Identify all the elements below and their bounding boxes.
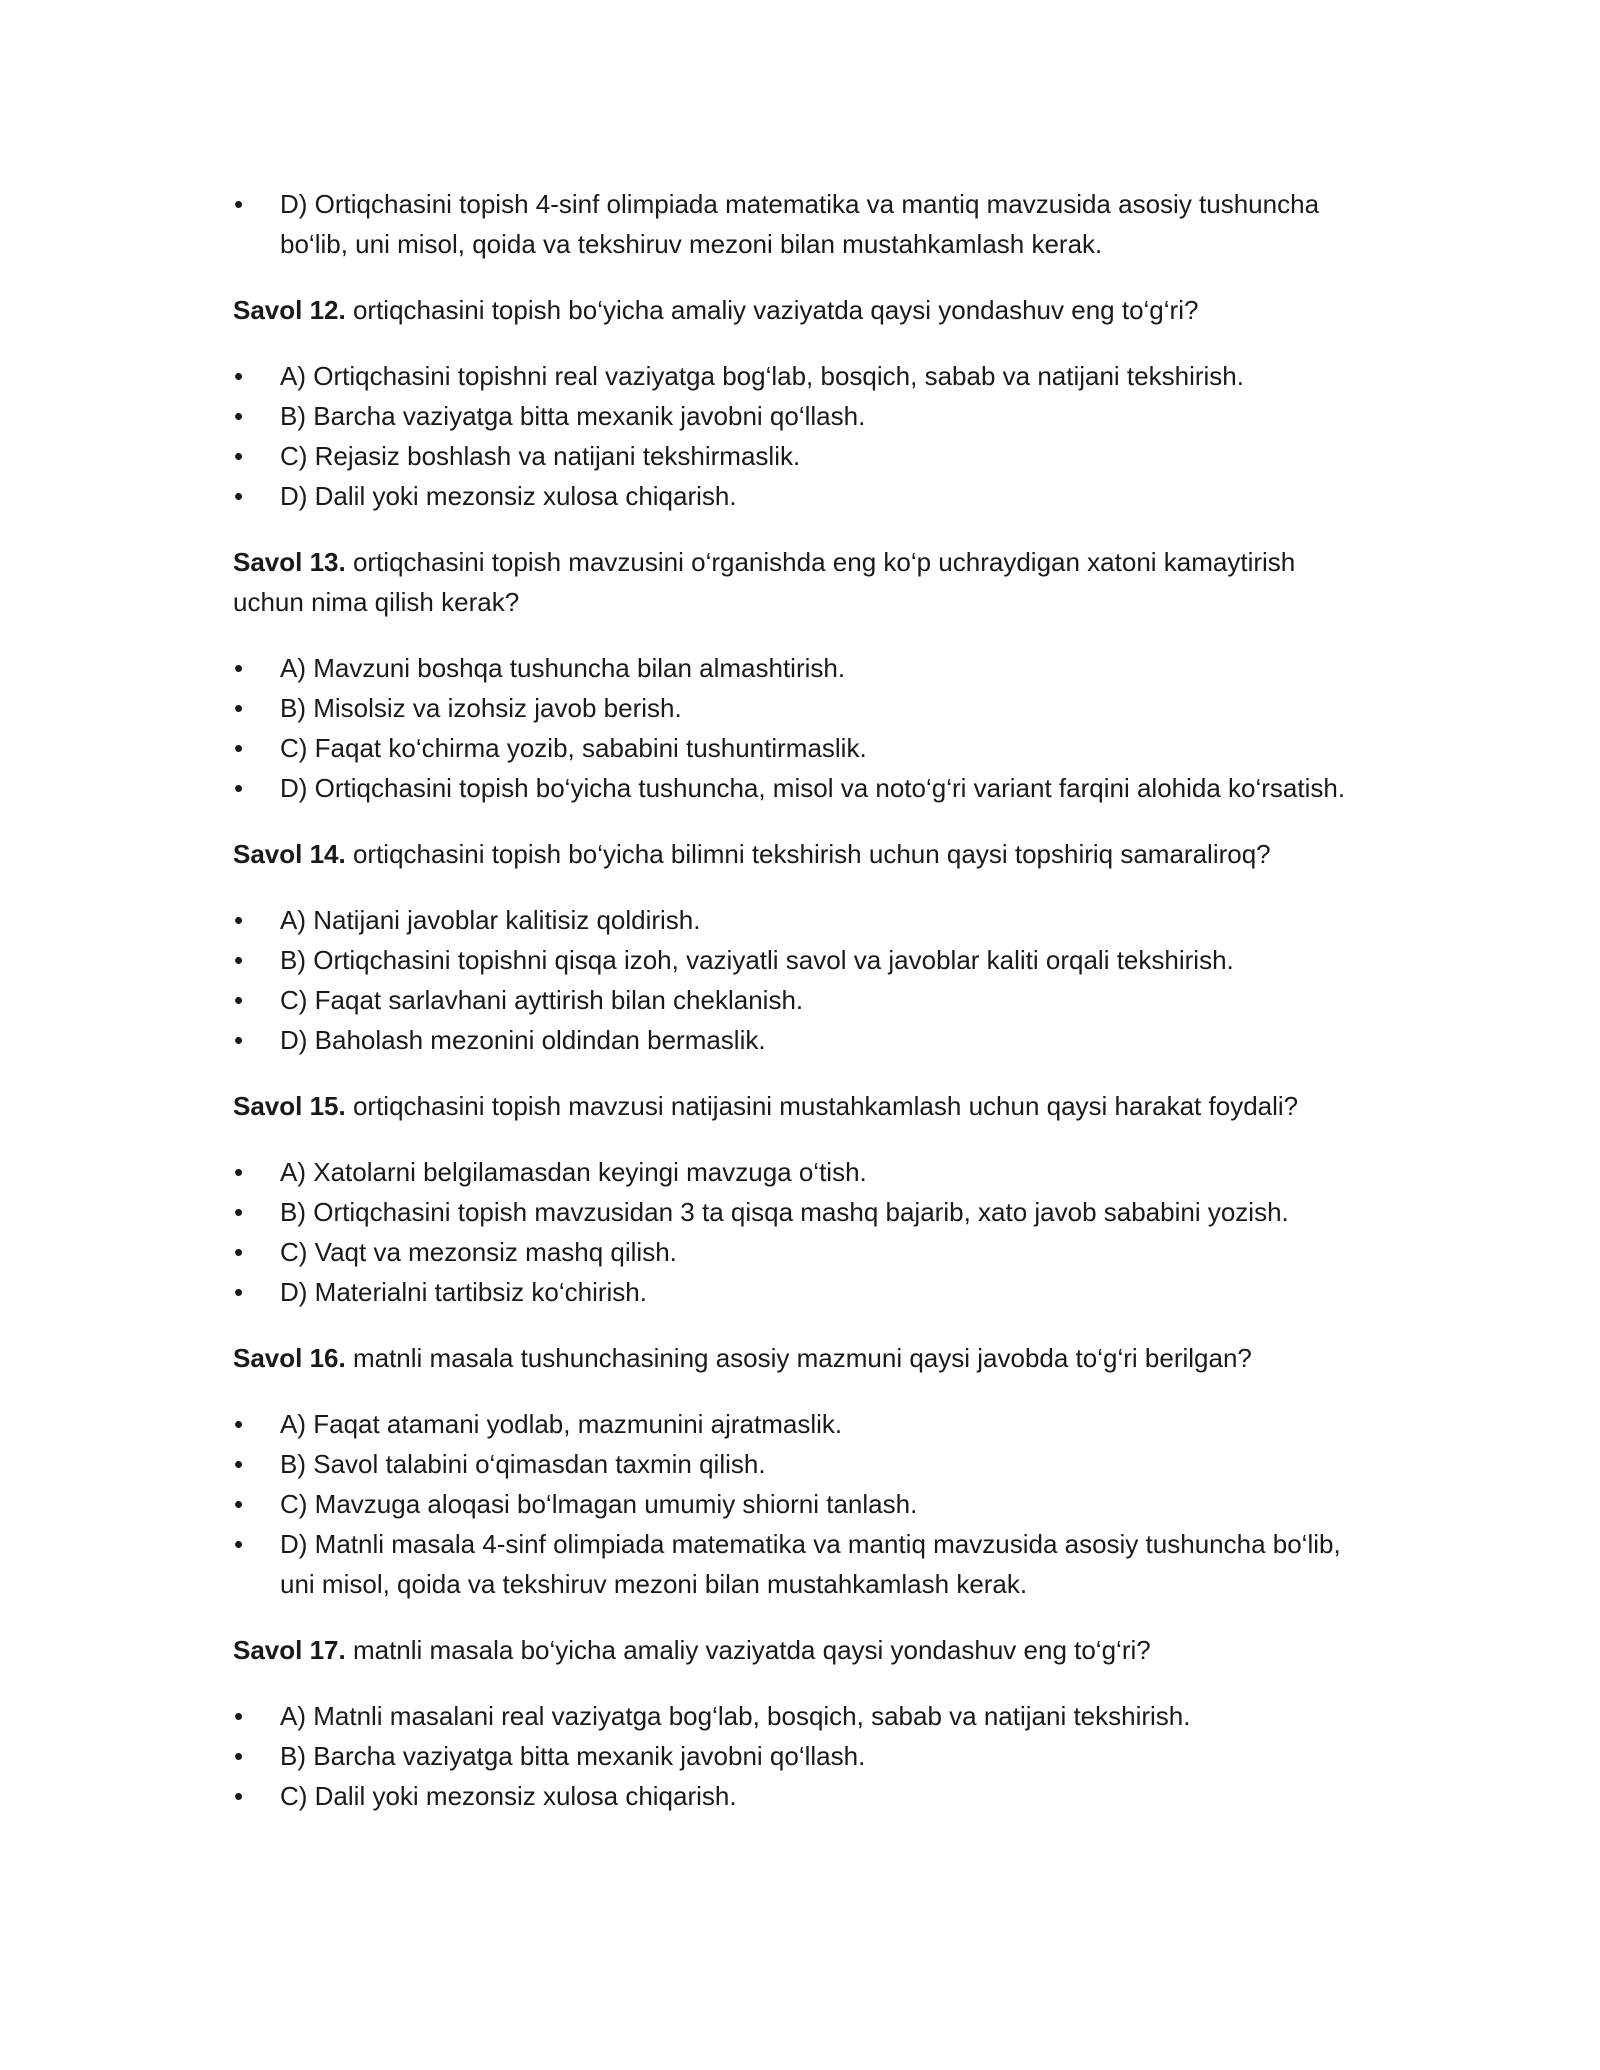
bullet-icon: • — [234, 1701, 244, 1731]
question-text: ortiqchasini topish mavzusini o‘rganishda eng ko‘p uchraydigan xatoni kamaytirish uchun nima qilish kerak? — [233, 547, 1296, 617]
bullet-icon: • — [234, 1157, 244, 1187]
option-item — [233, 728, 1373, 768]
option-text: A) Ortiqchasini topishni real vaziyatga bog‘lab, bosqich, sabab va natijani tekshirish. — [280, 361, 1244, 391]
option-item — [233, 1404, 1373, 1444]
option-text: B) Barcha vaziyatga bitta mexanik javobni qo‘llash. — [280, 1741, 866, 1771]
option-item — [233, 900, 1373, 940]
bullet-icon: • — [234, 733, 244, 763]
option-text: A) Mavzuni boshqa tushuncha bilan almashtirish. — [280, 653, 846, 683]
option-item — [233, 688, 1373, 728]
question-block — [233, 542, 1373, 808]
question-block — [233, 1338, 1373, 1604]
option-text: D) Dalil yoki mezonsiz xulosa chiqarish. — [280, 481, 737, 511]
option-item — [233, 396, 1373, 436]
option-text: C) Dalil yoki mezonsiz xulosa chiqarish. — [280, 1781, 737, 1811]
bullet-icon: • — [234, 401, 244, 431]
bullet-icon: • — [234, 1237, 244, 1267]
bullet-icon: • — [234, 1741, 244, 1771]
option-item — [233, 436, 1373, 476]
option-text: B) Misolsiz va izohsiz javob berish. — [280, 693, 682, 723]
question-label: Savol 15. — [233, 1091, 346, 1121]
bullet-icon: • — [234, 481, 244, 511]
question-heading — [233, 1630, 1373, 1670]
leading-option-list — [233, 184, 1373, 264]
bullet-icon: • — [234, 905, 244, 935]
option-text: B) Barcha vaziyatga bitta mexanik javobni qo‘llash. — [280, 401, 866, 431]
option-list — [233, 1152, 1373, 1312]
bullet-icon: • — [234, 1025, 244, 1055]
option-list — [233, 648, 1373, 808]
document-body — [233, 184, 1373, 1816]
question-label: Savol 14. — [233, 839, 346, 869]
option-text: C) Vaqt va mezonsiz mashq qilish. — [280, 1237, 677, 1267]
option-item — [233, 184, 1373, 264]
bullet-icon: • — [234, 653, 244, 683]
option-text: D) Ortiqchasini topish bo‘yicha tushuncha, misol va noto‘g‘ri variant farqini alohida ko‘rsatish. — [280, 773, 1346, 803]
question-label: Savol 12. — [233, 295, 346, 325]
option-item — [233, 980, 1373, 1020]
option-text: A) Xatolarni belgilamasdan keyingi mavzuga o‘tish. — [280, 1157, 867, 1187]
option-item — [233, 768, 1373, 808]
question-text: ortiqchasini topish mavzusi natijasini mustahkamlash uchun qaysi harakat foydali? — [352, 1091, 1299, 1121]
question-text: ortiqchasini topish bo‘yicha bilimni tekshirish uchun qaysi topshiriq samaraliroq? — [352, 839, 1271, 869]
option-text: B) Ortiqchasini topish mavzusidan 3 ta qisqa mashq bajarib, xato javob sababini yozish. — [280, 1197, 1289, 1227]
bullet-icon: • — [234, 1409, 244, 1439]
option-text: D) Materialni tartibsiz ko‘chirish. — [280, 1277, 647, 1307]
option-item — [233, 1776, 1373, 1816]
question-text: ortiqchasini topish bo‘yicha amaliy vaziyatda qaysi yondashuv eng to‘g‘ri? — [352, 295, 1199, 325]
bullet-icon: • — [234, 1489, 244, 1519]
option-item — [233, 1020, 1373, 1060]
question-block — [233, 290, 1373, 516]
question-heading — [233, 290, 1373, 330]
question-heading — [233, 834, 1373, 874]
bullet-icon: • — [234, 693, 244, 723]
option-item — [233, 1696, 1373, 1736]
question-label: Savol 16. — [233, 1343, 346, 1373]
option-list — [233, 1696, 1373, 1816]
bullet-icon: • — [234, 1197, 244, 1227]
option-text: A) Matnli masalani real vaziyatga bog‘lab, bosqich, sabab va natijani tekshirish. — [280, 1701, 1191, 1731]
question-heading — [233, 1086, 1373, 1126]
option-text: C) Rejasiz boshlash va natijani tekshirmaslik. — [280, 441, 801, 471]
bullet-icon: • — [234, 945, 244, 975]
option-item — [233, 476, 1373, 516]
option-text: C) Faqat ko‘chirma yozib, sababini tushuntirmaslik. — [280, 733, 867, 763]
option-item — [233, 1484, 1373, 1524]
question-label: Savol 17. — [233, 1635, 346, 1665]
option-item — [233, 1152, 1373, 1192]
bullet-icon: • — [234, 189, 244, 219]
option-item — [233, 648, 1373, 688]
question-text: matnli masala tushunchasining asosiy mazmuni qaysi javobda to‘g‘ri berilgan? — [352, 1343, 1252, 1373]
option-item — [233, 1736, 1373, 1776]
option-item — [233, 940, 1373, 980]
bullet-icon: • — [234, 1449, 244, 1479]
question-heading — [233, 542, 1373, 622]
bullet-icon: • — [234, 1277, 244, 1307]
option-item — [233, 1272, 1373, 1312]
bullet-icon: • — [234, 1529, 244, 1559]
option-text: B) Savol talabini o‘qimasdan taxmin qilish. — [280, 1449, 766, 1479]
question-block — [233, 1086, 1373, 1312]
question-label: Savol 13. — [233, 547, 346, 577]
bullet-icon: • — [234, 773, 244, 803]
option-text: A) Natijani javoblar kalitisiz qoldirish. — [280, 905, 701, 935]
question-block — [233, 834, 1373, 1060]
option-list — [233, 900, 1373, 1060]
option-list — [233, 356, 1373, 516]
option-text: C) Mavzuga aloqasi bo‘lmagan umumiy shiorni tanlash. — [280, 1489, 918, 1519]
question-text: matnli masala bo‘yicha amaliy vaziyatda qaysi yondashuv eng to‘g‘ri? — [352, 1635, 1151, 1665]
option-text: D) Baholash mezonini oldindan bermaslik. — [280, 1025, 766, 1055]
option-item — [233, 1524, 1373, 1604]
option-text: B) Ortiqchasini topishni qisqa izoh, vaziyatli savol va javoblar kaliti orqali tekshirish. — [280, 945, 1234, 975]
question-heading — [233, 1338, 1373, 1378]
option-text: C) Faqat sarlavhani ayttirish bilan cheklanish. — [280, 985, 804, 1015]
option-item — [233, 1444, 1373, 1484]
bullet-icon: • — [234, 361, 244, 391]
bullet-icon: • — [234, 1781, 244, 1811]
bullet-icon: • — [234, 985, 244, 1015]
option-text: D) Matnli masala 4-sinf olimpiada matematika va mantiq mavzusida asosiy tushuncha bo‘lib, uni misol, qoida va tekshiruv mezoni bilan mustahkamlash kerak. — [280, 1529, 1341, 1599]
option-item — [233, 1232, 1373, 1272]
option-list — [233, 1404, 1373, 1604]
option-text: D) Ortiqchasini topish 4-sinf olimpiada matematika va mantiq mavzusida asosiy tushuncha bo‘lib, uni misol, qoida va tekshiruv mezoni bilan mustahkamlash kerak. — [280, 189, 1320, 259]
question-block — [233, 1630, 1373, 1816]
option-item — [233, 356, 1373, 396]
option-item — [233, 1192, 1373, 1232]
option-text: A) Faqat atamani yodlab, mazmunini ajratmaslik. — [280, 1409, 843, 1439]
bullet-icon: • — [234, 441, 244, 471]
